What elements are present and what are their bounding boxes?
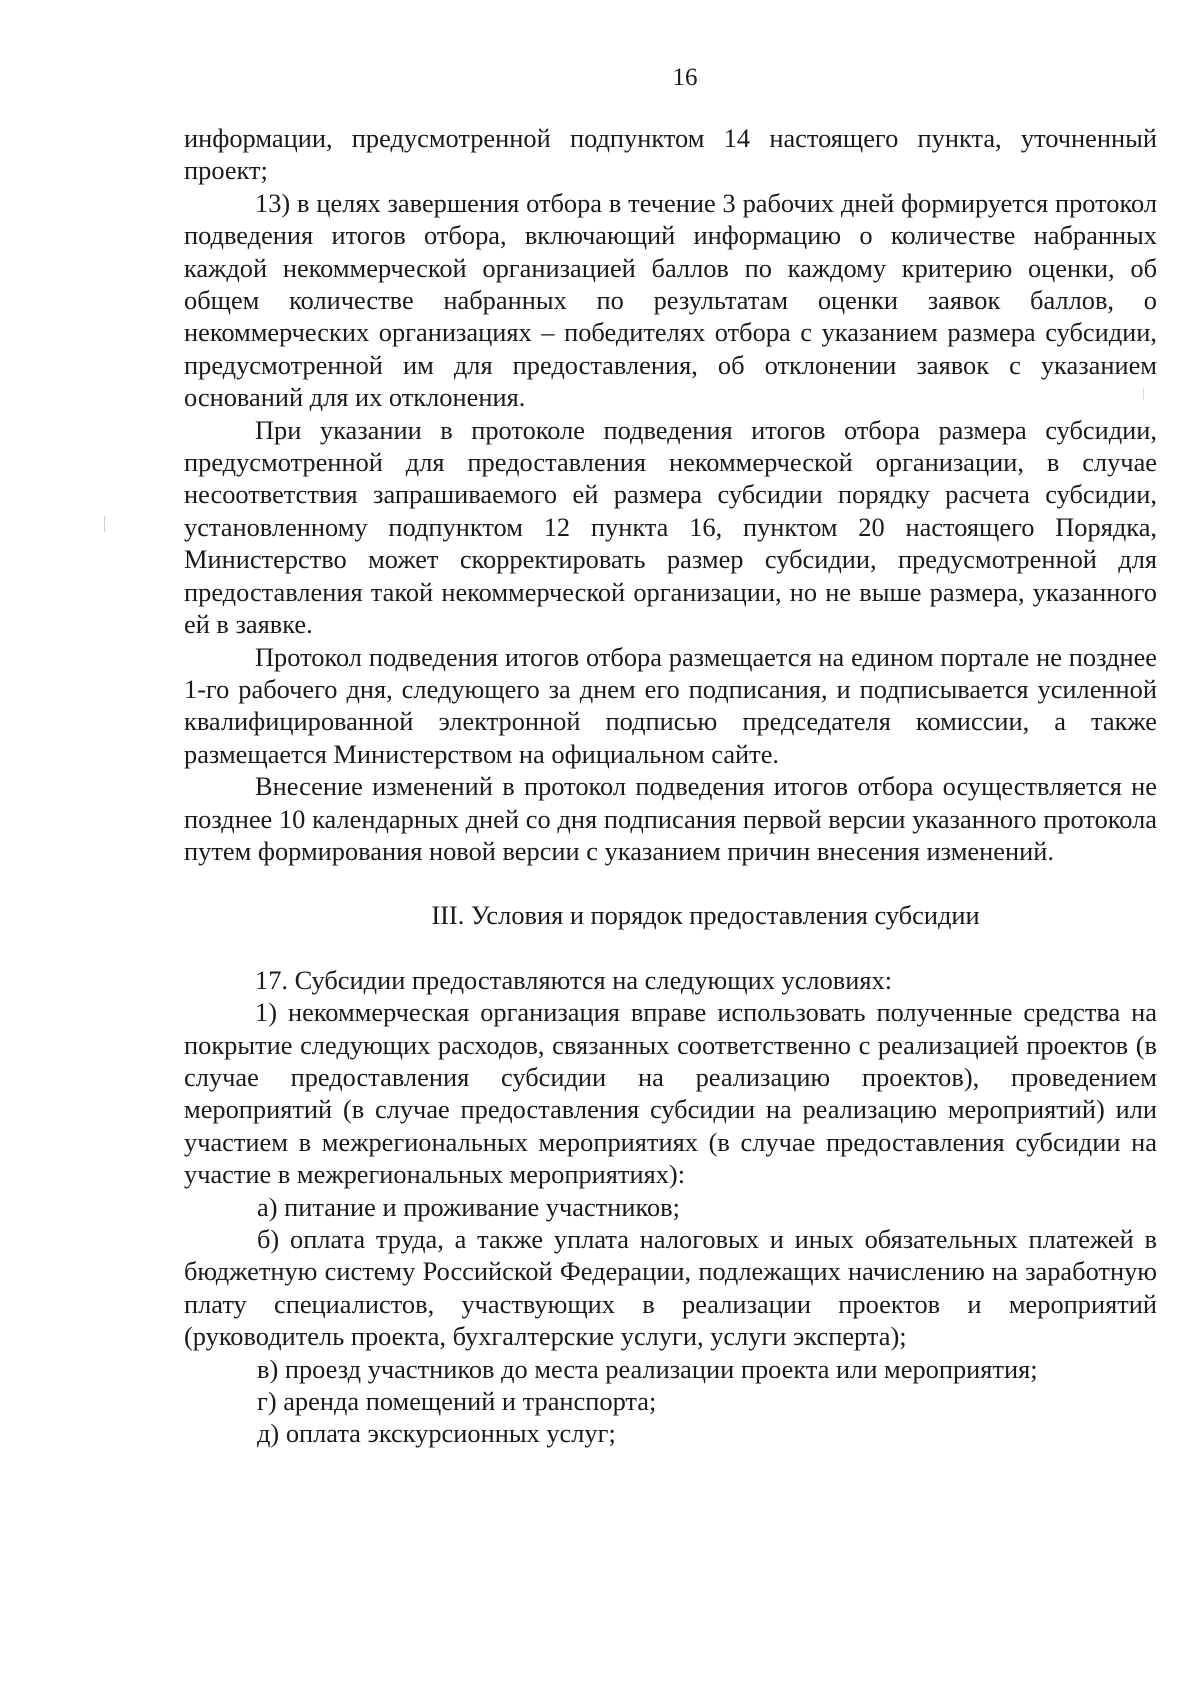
document-body [184, 122, 1157, 1450]
list-item-b: б) оплата труда, а также уплата налоговых и иных обязательных платежей в бюджетную систему Российской Федерации, подлежащих начислению на заработную плату специалистов, участвующих в реализации проектов и мероприятий (руководитель проекта, бухгалтерские услуги, услуги эксперта); [184, 1224, 1157, 1352]
paragraph-protocol-changes: Внесение изменений в протокол подведения итогов отбора осуществляется не позднее 10 календарных дней со дня подписания первой версии указанного протокола путем формирования новой версии с указанием причин внесения изменений. [184, 771, 1157, 866]
paragraph-subitem-1: 1) некоммерческая организация вправе использовать полученные средства на покрытие следующих расходов, связанных соответственно с реализацией проектов (в случае предоставления субсидии на реализацию проектов), проведением мероприятий (в случае предоставления субсидии на реализацию мероприятий) или участием в межрегиональных мероприятиях (в случае предоставления субсидии на участие в межрегиональных мероприятиях): [184, 997, 1157, 1190]
list-item-v: в) проезд участников до места реализации проекта или мероприятия; [257, 1353, 1038, 1384]
section-heading: III. Условия и порядок предоставления субсидии [431, 900, 980, 931]
list-item-g: г) аренда помещений и транспорта; [257, 1386, 657, 1417]
paragraph-item-13: 13) в целях завершения отбора в течение 3 рабочих дней формируется протокол подведения итогов отбора, включающий информацию о количестве набранных каждой некоммерческой организацией баллов по каждому критерию оценки, об общем количестве набранных по результатам оценки заявок баллов, о некоммерческих организациях – победителях отбора с указанием размера субсидии, предусмотренной им для предоставления, об отклонении заявок с указанием оснований для их отклонения. [184, 187, 1157, 413]
page-number: 16 [672, 64, 698, 91]
paragraph-item-17: 17. Субсидии предоставляются на следующих условиях: [255, 964, 893, 995]
list-item-d: д) оплата экскурсионных услуг; [257, 1418, 616, 1449]
paragraph-subsidy-amount: При указании в протоколе подведения итогов отбора размера субсидии, предусмотренной для предоставления некоммерческой организации, в случае несоответствия запрашиваемого ей размера субсидии порядку расчета субсидии, установленному подпунктом 12 пункта 16, пунктом 20 настоящего Порядка, Министерство может скорректировать размер субсидии, предусмотренной для предоставления такой некоммерческой организации, но не выше размера, указанного ей в заявке. [184, 414, 1157, 640]
paragraph-continuation: информации, предусмотренной подпунктом 14 настоящего пункта, уточненный проект; [184, 123, 1157, 186]
list-item-a: а) питание и проживание участников; [257, 1191, 680, 1222]
scan-margin-mark [104, 516, 105, 532]
paragraph-protocol-publication: Протокол подведения итогов отбора размещается на едином портале не позднее 1-го рабочего дня, следующего за днем его подписания, и подписывается усиленной квалифицированной электронной подписью председателя комиссии, а также размещается Министерством на официальном сайте. [184, 641, 1157, 769]
